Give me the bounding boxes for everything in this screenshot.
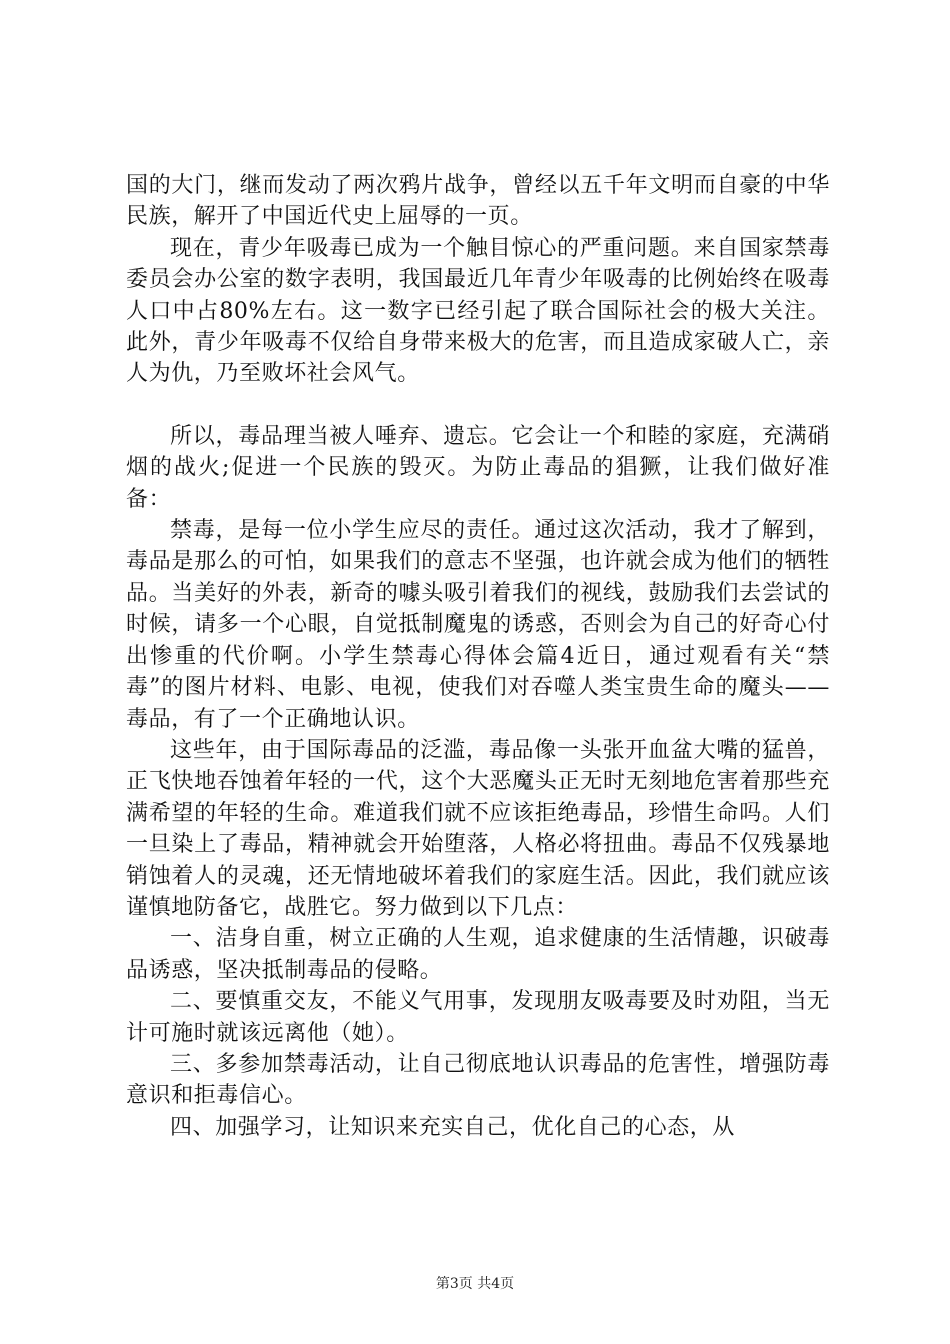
paragraph-reject-drugs: 所以，毒品理当被人唾弃、遗忘。它会让一个和睦的家庭，充满硝烟的战火;促进一个民族的毁灭。为防止毒品的猖獗，让我们做好准备：: [126, 423, 830, 512]
paragraph-point-four: 四、加强学习，让知识来充实自己，优化自己的心态，从: [170, 1114, 736, 1140]
document-body: [126, 170, 830, 1143]
paragraph-point-two: 二、要慎重交友，不能义气用事，发现朋友吸毒要及时劝阻，当无计可施时就该远离他（她）。: [126, 989, 830, 1046]
paragraph-point-one: 一、洁身自重，树立正确的人生观，追求健康的生活情趣，识破毒品诱惑，坚决抵制毒品的侵略。: [126, 926, 830, 983]
page-number-footer: 第3页 共4页: [435, 1276, 515, 1292]
paragraph-youth-drug-problem: 现在，青少年吸毒已成为一个触目惊心的严重问题。来自国家禁毒委员会办公室的数字表明，我国最近几年青少年吸毒的比例始终在吸毒人口中占80%左右。这一数字已经引起了联合国际社会的极大关注。此外，青少年吸毒不仅给自身带来极大的危害，而且造成家破人亡，亲人为仇，乃至败坏社会风气。: [126, 235, 830, 387]
paragraph-drug-spread: 这些年，由于国际毒品的泛滥，毒品像一头张开血盆大嘴的猛兽，正飞快地吞蚀着年轻的一代，这个大恶魔头正无时无刻地危害着那些充满希望的年轻的生命。难道我们就不应该拒绝毒品，珍惜生命吗。人们一旦染上了毒品，精神就会开始堕落，人格必将扭曲。毒品不仅残暴地销蚀着人的灵魂，还无情地破坏着我们的家庭生活。因此，我们就应该谨慎地防备它，战胜它。努力做到以下几点：: [126, 737, 830, 920]
paragraph-point-three: 三、多参加禁毒活动，让自己彻底地认识毒品的危害性，增强防毒意识和拒毒信心。: [126, 1051, 830, 1109]
paragraph-continuation: 国的大门，继而发动了两次鸦片战争，曾经以五千年文明而自豪的中华民族，解开了中国近代史上屈辱的一页。: [126, 173, 830, 230]
paragraph-student-responsibility: 禁毒，是每一位小学生应尽的责任。通过这次活动，我才了解到，毒品是那么的可怕，如果我们的意志不坚强，也许就会成为他们的牺牲品。当美好的外表，新奇的噱头吸引着我们的视线，鼓励我们去尝试的时候，请多一个心眼，自觉抵制魔鬼的诱惑，否则会为自己的好奇心付出惨重的代价啊。小学生禁毒心得体会篇4近日，通过观看有关“禁毒”的图片材料、电影、电视，使我们对吞噬人类宝贵生命的魔头——毒品，有了一个正确地认识。: [126, 518, 830, 732]
